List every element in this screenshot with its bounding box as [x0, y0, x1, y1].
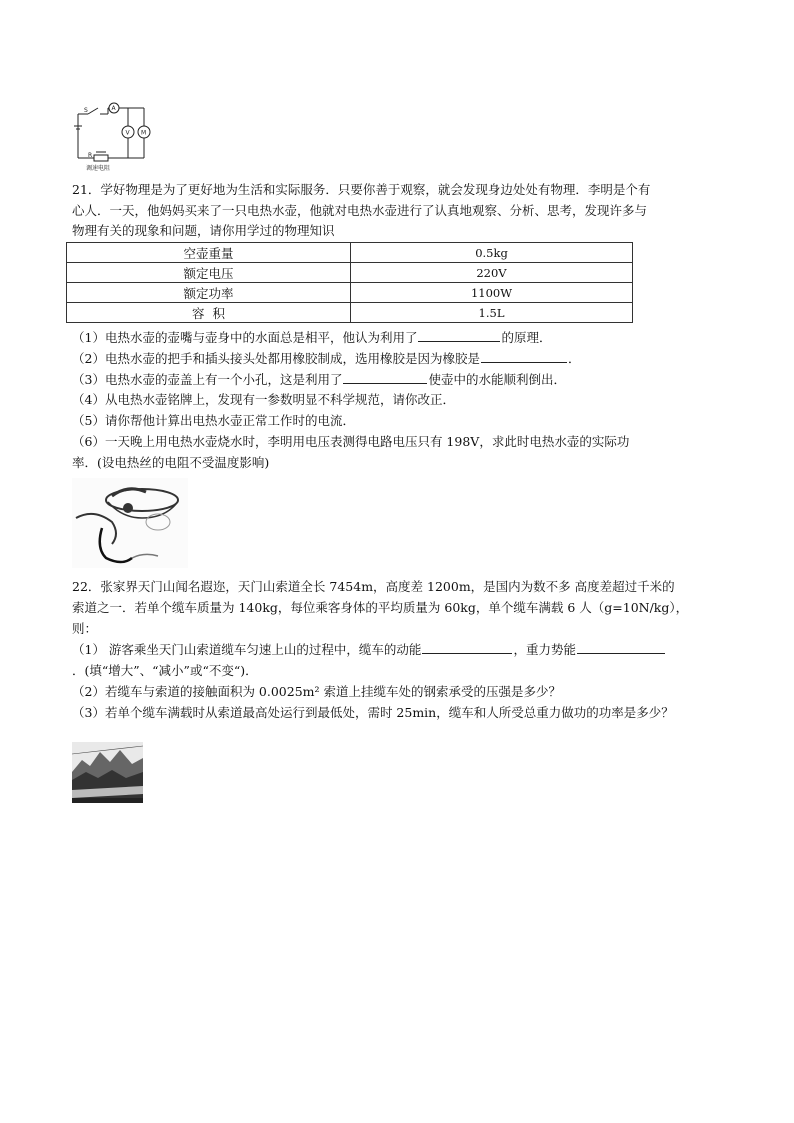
table-row [67, 303, 633, 323]
q22-part-3: （3）若单个缆车满载时从索道最高处运行到最低处，需时 25min，缆车和人所受总重力做功的功率是多少？ [72, 705, 674, 720]
q22-part-1-mid: ，重力势能 [513, 642, 576, 657]
switch-label: S [84, 107, 88, 114]
q21-part-2 [72, 350, 580, 368]
q21-part-2-tail: ． [567, 351, 581, 366]
q21-part-3-tail: 使壶中的水能顺利倒出． [428, 372, 566, 387]
q22-part-1 [72, 641, 666, 659]
q21-part-4: （4）从电热水壶铭牌上，发现有一参数明显不科学规范，请你改正． [72, 392, 455, 407]
q21-part-1 [72, 329, 551, 347]
spec-label: 额定功率 [67, 283, 351, 303]
q21-part-3 [72, 371, 566, 389]
answer-blank[interactable] [577, 641, 665, 654]
table-row [67, 283, 633, 303]
q22-intro-line-3: 则： [72, 621, 98, 636]
mountain-photo [72, 742, 143, 803]
answer-blank[interactable] [418, 329, 500, 342]
table-row [67, 243, 633, 263]
q21-intro-line-2: 心人．一天，他妈妈买来了一只电热水壶，他就对电热水壶进行了认真地观察、分析、思考，发现许多与 [72, 203, 648, 218]
rheostat-label: R [88, 152, 93, 159]
spec-label: 容 积 [67, 303, 351, 323]
spec-value: 1.5L [351, 303, 633, 323]
answer-blank[interactable] [481, 350, 567, 363]
q21-intro-line-1: 21．学好物理是为了更好地为生活和实际服务．只要你善于观察，就会发现身边处处有物理．李明是个有 [72, 182, 651, 197]
spec-label: 额定电压 [67, 263, 351, 283]
motor-label: M [141, 129, 147, 137]
rheostat-caption: 调速电阻 [86, 165, 111, 172]
circuit-diagram [72, 100, 156, 180]
kettle-photo [72, 478, 188, 568]
q22-part-1-note: ．(填“增大”、“减小”或“不变“)． [72, 663, 258, 678]
q21-part-6-line-1: （6）一天晚上用电热水壶烧水时，李明用电压表测得电路电压只有 198V，求此时电热水壶的实际功 [72, 434, 630, 449]
q22-part-2: （2）若缆车与索道的接触面积为 0.0025m² 索道上挂缆车处的钢索承受的压强是多少？ [72, 684, 562, 699]
q22-intro-line-2: 索道之一．若单个缆车质量为 140kg，每位乘客身体的平均质量为 60kg，单个缆车满载 6 人（g=10N/kg）， [72, 600, 689, 615]
q21-part-3-text: （3）电热水壶的壶盖上有一个小孔，这是利用了 [72, 372, 343, 387]
spec-value: 220V [351, 263, 633, 283]
q21-intro-line-3: 物理有关的现象和问题，请你用学过的物理知识 [72, 223, 335, 238]
answer-blank[interactable] [422, 641, 512, 654]
ammeter-label: A [111, 105, 116, 112]
spec-label: 空壶重量 [67, 243, 351, 263]
q21-part-1-text: （1）电热水壶的壶嘴与壶身中的水面总是相平，他认为利用了 [72, 330, 418, 345]
q22-intro-line-1: 22．张家界天门山闻名遐迩，天门山索道全长 7454m，高度差 1200m，是国内为数不多 高度差超过千米的 [72, 579, 675, 594]
q21-part-2-text: （2）电热水壶的把手和插头接头处都用橡胶制成，选用橡胶是因为橡胶是 [72, 351, 480, 366]
answer-blank[interactable] [343, 371, 427, 384]
q21-part-6-line-2: 率．(设电热丝的电阻不受温度影响) [72, 455, 270, 470]
q21-part-5: （5）请你帮他计算出电热水壶正常工作时的电流． [72, 413, 355, 428]
q22-part-1-text: （1） 游客乘坐天门山索道缆车匀速上山的过程中，缆车的动能 [72, 642, 422, 657]
spec-value: 1100W [351, 283, 633, 303]
kettle-spec-table [66, 242, 633, 323]
spec-value: 0.5kg [351, 243, 633, 263]
q21-part-1-tail: 的原理． [501, 330, 552, 345]
voltmeter-label: V [125, 129, 130, 137]
table-row [67, 263, 633, 283]
